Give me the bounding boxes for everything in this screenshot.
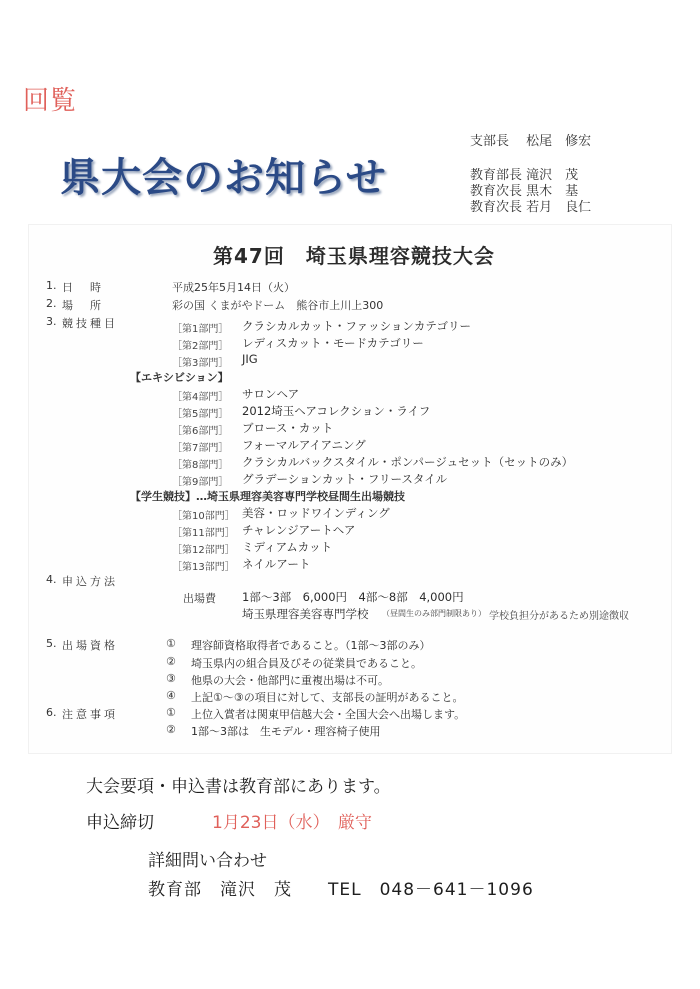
condition-text: 上記①～③の項目に対して、支部長の証明があること。 xyxy=(191,691,464,704)
item-label: 注意事項 xyxy=(62,708,118,721)
school-label: 埼玉県理容美容専門学校 xyxy=(242,607,369,621)
event-name: クラシカルバックスタイル・ポンパージュセット（セットのみ） xyxy=(242,455,574,469)
staff-line: 教育次長 黒木 基 xyxy=(470,184,579,199)
fee-value: 1部～3部 6,000円 4部～8部 4,000円 xyxy=(242,590,464,604)
event-name: ネイルアート xyxy=(242,557,311,571)
event-tag: ［第12部門］ xyxy=(172,545,235,556)
item-number: 5. xyxy=(46,637,57,650)
event-name: レディスカット・モードカテゴリー xyxy=(242,336,424,350)
event-name: フォーマルアイアニング xyxy=(242,438,366,452)
event-name: 2012埼玉ヘアコレクション・ライフ xyxy=(242,404,431,418)
exhibition-label: 【エキシビション】 xyxy=(130,371,229,384)
student-label: 【学生競技】…埼玉県理容美容専門学校昼間生出場競技 xyxy=(130,490,405,503)
note-text: 上位入賞者は関東甲信越大会・全国大会へ出場します。 xyxy=(191,708,466,721)
page-title: 県大会のお知らせ xyxy=(60,155,387,201)
event-name: チャレンジアートヘア xyxy=(242,523,356,537)
event-tag: ［第10部門］ xyxy=(172,511,235,522)
competition-title: 第47回 埼玉県理容競技大会 xyxy=(213,244,495,268)
application-notice: 大会要項・申込書は教育部にあります。 xyxy=(86,777,391,797)
condition-text: 他県の大会・他部門に重複出場は不可。 xyxy=(191,674,389,687)
event-tag: ［第3部門］ xyxy=(172,358,229,369)
event-name: JIG xyxy=(242,352,258,366)
event-name: ブロース・カット xyxy=(242,421,334,435)
staff-line: 教育次長 若月 良仁 xyxy=(470,200,592,215)
condition-mark: ③ xyxy=(166,672,176,685)
condition-mark: ④ xyxy=(166,689,176,702)
staff-line: 教育部長 滝沢 茂 xyxy=(470,168,579,183)
item-label: 申込方法 xyxy=(62,575,118,588)
event-tag: ［第4部門］ xyxy=(172,392,229,403)
item-label: 出場資格 xyxy=(62,639,118,652)
event-name: 美容・ロッドワインディング xyxy=(242,506,390,520)
condition-mark: ② xyxy=(166,655,176,668)
item-number: 3. xyxy=(46,315,57,328)
condition-mark: ① xyxy=(166,637,176,650)
event-name: グラデーションカット・フリースタイル xyxy=(242,472,448,486)
item-label: 日 時 xyxy=(62,281,104,294)
item-number: 1. xyxy=(46,279,57,292)
venue-value: 彩の国 くまがやドーム 熊谷市上川上300 xyxy=(172,299,384,312)
item-number: 4. xyxy=(46,573,57,586)
event-tag: ［第7部門］ xyxy=(172,443,229,454)
event-tag: ［第9部門］ xyxy=(172,477,229,488)
school-note: （昼間生のみ部門制限あり） xyxy=(382,609,486,618)
event-tag: ［第1部門］ xyxy=(172,324,229,335)
school-fee-note: 学校負担分があるため別途徴収 xyxy=(489,611,629,622)
circulation-mark: 回覧 xyxy=(23,86,78,116)
date-value: 平成25年5月14日（火） xyxy=(172,281,295,294)
note-text: 1部～3部は 生モデル・理容椅子使用 xyxy=(191,725,381,738)
note-mark: ① xyxy=(166,706,176,719)
event-tag: ［第8部門］ xyxy=(172,460,229,471)
condition-text: 埼玉県内の組合員及びその従業員であること。 xyxy=(191,657,422,670)
staff-line: 支部長 松尾 修宏 xyxy=(470,134,592,149)
event-tag: ［第2部門］ xyxy=(172,341,229,352)
item-label: 場 所 xyxy=(62,299,104,312)
fee-label: 出場費 xyxy=(183,592,216,605)
condition-text: 理容師資格取得者であること。（1部～3部のみ） xyxy=(191,639,431,652)
item-number: 6. xyxy=(46,706,57,719)
deadline-date: 1月23日（水） 厳守 xyxy=(212,813,372,833)
event-tag: ［第11部門］ xyxy=(172,528,235,539)
event-name: サロンヘア xyxy=(242,387,300,401)
event-tag: ［第5部門］ xyxy=(172,409,229,420)
event-tag: ［第13部門］ xyxy=(172,562,235,573)
deadline-label: 申込締切 xyxy=(86,813,154,833)
inquiry-contact: 教育部 滝沢 茂 TEL 048－641－1096 xyxy=(148,880,534,900)
item-label: 競技種目 xyxy=(62,317,118,330)
event-name: クラシカルカット・ファッションカテゴリー xyxy=(242,319,471,333)
event-name: ミディアムカット xyxy=(242,540,333,554)
inquiry-heading: 詳細問い合わせ xyxy=(148,851,267,871)
item-number: 2. xyxy=(46,297,57,310)
event-tag: ［第6部門］ xyxy=(172,426,229,437)
note-mark: ② xyxy=(166,723,176,736)
